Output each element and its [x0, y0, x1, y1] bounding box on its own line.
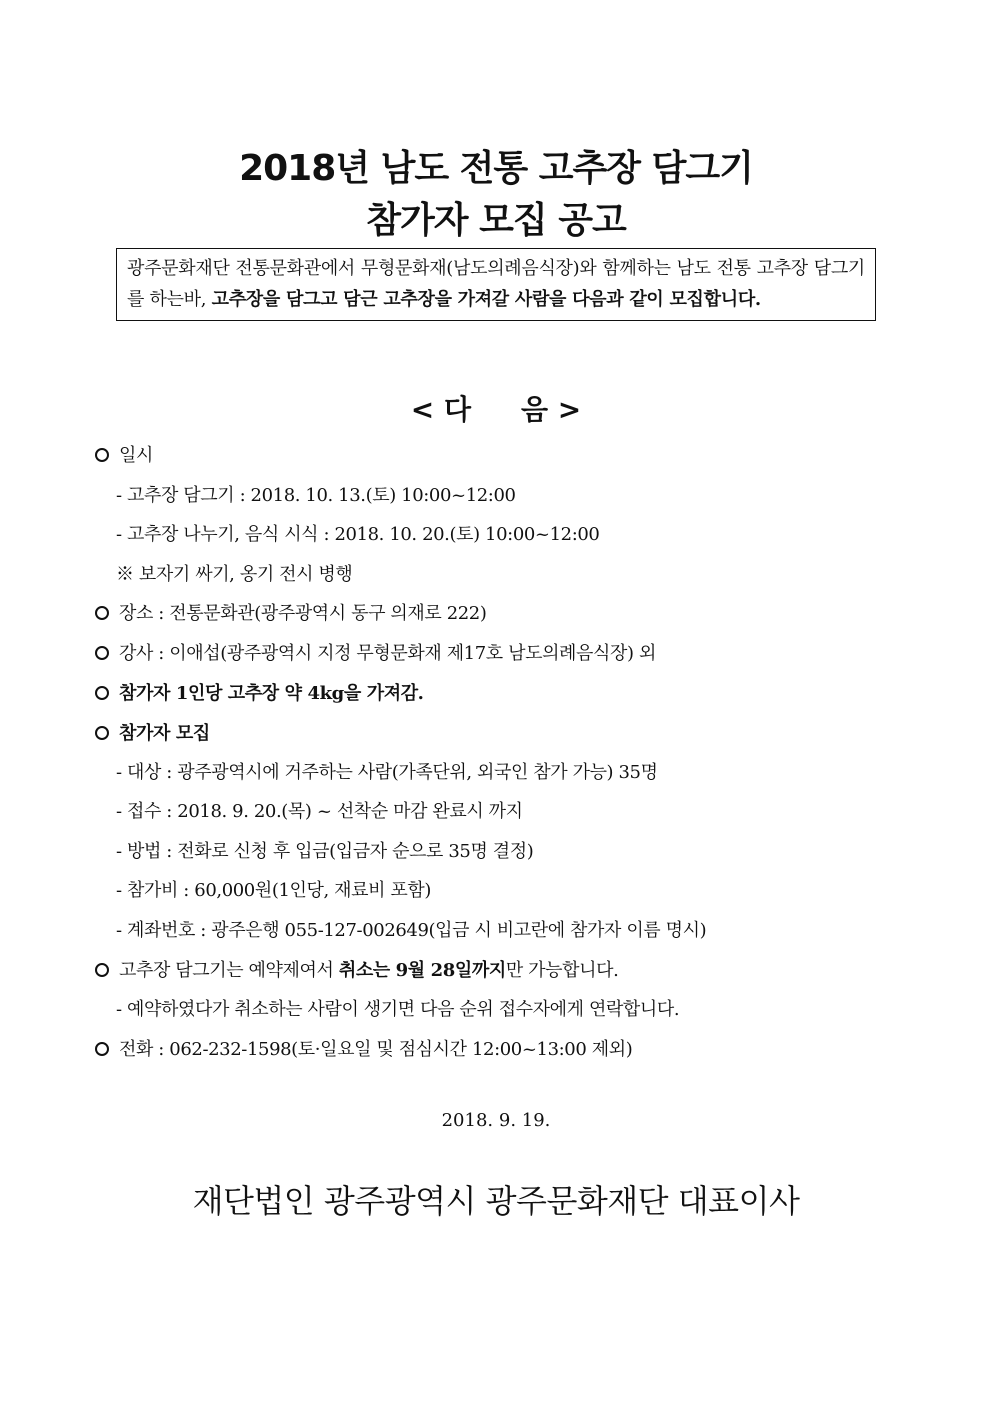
section-heading	[0, 388, 992, 428]
circle-bullet-icon	[95, 646, 109, 660]
intro-box	[116, 248, 876, 321]
intro-text: 광주문화재단 전통문화관에서 무형문화재(남도의례음식장)와 함께하는 남도 전통 고추장 담그기를 하는바,	[127, 258, 865, 310]
cancel-sub: - 예약하였다가 취소하는 사람이 생기면 다음 순위 접수자에게 연락합니다.	[116, 999, 680, 1020]
heading-open: < 다	[410, 393, 471, 426]
page-title: 2018년 남도 전통 고추장 담그기	[239, 148, 753, 189]
recruit-fee: - 참가비 : 60,000원(1인당, 재료비 포함)	[116, 880, 432, 901]
schedule-item-2: - 고추장 나누기, 음식 시식 : 2018. 10. 20.(토) 10:00~12:00	[116, 524, 600, 545]
circle-bullet-icon	[95, 726, 109, 740]
take-home-line: 참가자 1인당 고추장 약 4kg을 가져감.	[95, 679, 424, 705]
recruit-method: - 방법 : 전화로 신청 후 입금(입금자 순으로 35명 결정)	[116, 841, 534, 862]
page-subtitle: 참가자 모집 공고	[366, 200, 626, 241]
circle-bullet-icon	[95, 606, 109, 620]
schedule-note: ※ 보자기 싸기, 옹기 전시 병행	[116, 564, 353, 585]
signer: 재단법인 광주광역시 광주문화재단 대표이사	[192, 1182, 800, 1220]
circle-bullet-icon	[95, 963, 109, 977]
circle-bullet-icon	[95, 1042, 109, 1056]
instructor-line: 강사 : 이애섭(광주광역시 지정 무형문화재 제17호 남도의례음식장) 외	[95, 639, 656, 665]
circle-bullet-icon	[95, 448, 109, 462]
issue-date: 2018. 9. 19.	[441, 1110, 551, 1131]
intro-emphasis: 고추장을 담그고 담근 고추장을 가져갈 사람을 다음과 같이 모집합니다.	[211, 289, 761, 310]
place-line: 장소 : 전통문화관(광주광역시 동구 의재로 222)	[95, 599, 486, 625]
circle-bullet-icon	[95, 686, 109, 700]
phone-line: 전화 : 062-232-1598(토·일요일 및 점심시간 12:00~13:00 제외)	[95, 1035, 632, 1061]
cancel-line: 고추장 담그기는 예약제여서 취소는 9월 28일까지만 가능합니다.	[95, 956, 618, 982]
recruit-account: - 계좌번호 : 광주은행 055-127-002649(입금 시 비고란에 참가자 이름 명시)	[116, 920, 707, 941]
recruit-reception: - 접수 : 2018. 9. 20.(목) ~ 선착순 마감 완료시 까지	[116, 801, 523, 822]
heading-close: 음 >	[521, 393, 582, 426]
recruit-heading: 참가자 모집	[95, 719, 210, 745]
schedule-heading: 일시	[95, 441, 153, 467]
schedule-item-1: - 고추장 담그기 : 2018. 10. 13.(토) 10:00~12:00	[116, 485, 516, 506]
recruit-target: - 대상 : 광주광역시에 거주하는 사람(가족단위, 외국인 참가 가능) 35명	[116, 762, 658, 783]
